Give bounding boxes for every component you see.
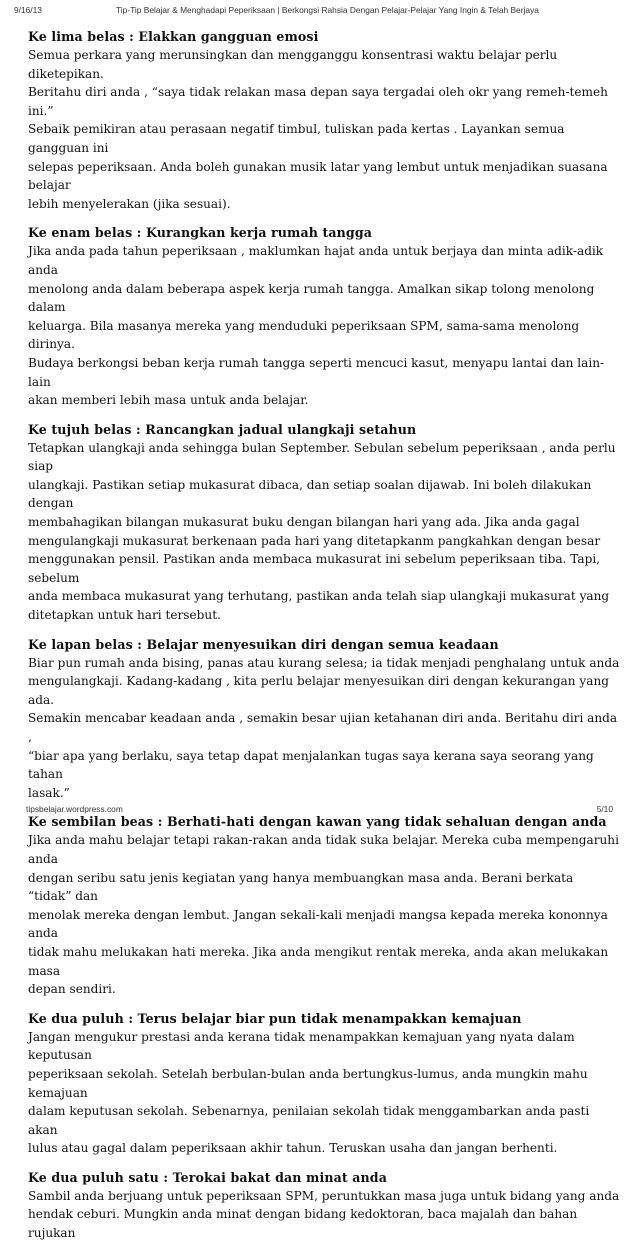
page-header	[14, 5, 625, 19]
section-15	[28, 28, 620, 213]
section-heading: Ke dua puluh satu : Terokai bakat dan minat anda	[28, 1169, 387, 1185]
section-heading: Ke sembilan beas : Berhati-hati dengan kawan yang tidak sehaluan dengan anda	[28, 814, 607, 830]
section-19	[28, 813, 620, 998]
section-20	[28, 1010, 620, 1158]
section-body: Jika anda pada tahun peperiksaan , maklumkan hajat anda untuk berjaya dan minta adik-adik anda menolong anda dalam beberapa aspek kerja rumah tangga. Amalkan sikap tolong menolong dalam keluarga. Bila masanya mereka yang menduduki peperiksaan SPM, sama-sama menolong dirinya. Budaya berkongsi beban kerja rumah tangga seperti mencuci kasut, menyapu lantai dan lain-lain akan memberi lebih masa untuk anda belajar.	[28, 244, 605, 408]
section-body: Jangan mengukur prestasi anda kerana tidak menampakkan kemajuan yang nyata dalam keputusan peperiksaan sekolah. Setelah berbulan-bulan anda bertungkus-lumus, anda mungkin mahu kemajuan dalam keputusan sekolah. Sebenarnya, penilaian sekolah tidak menggambarkan anda pasti akan lulus atau gagal dalam peperiksaan akhir tahun. Teruskan usaha dan jangan berhenti.	[28, 1029, 590, 1156]
section-17	[28, 421, 620, 625]
section-body: Jika anda mahu belajar tetapi rakan-rakan anda tidak suka belajar. Mereka cuba mempengaruhi anda dengan seribu satu jenis kegiatan yang hanya membuangkan masa anda. Berani berkata “tidak” dan menolak mereka dengan lembut. Jangan sekali-kali menjadi mangsa kepada mereka kononnya anda tidak mahu melukakan hati mereka. Jika anda mengikut rentak mereka, anda akan melukakan masa depan sendiri.	[28, 833, 619, 997]
section-21	[28, 1169, 620, 1243]
section-body: Biar pun rumah anda bising, panas atau kurang selesa; ia tidak menjadi penghalang untuk anda mengulangkaji. Kadang-kadang , kita perlu belajar menyesuikan diri dengan kekurangan yang ada. Semakin mencabar keadaan anda , semakin besar ujian ketahanan diri anda. Beritahu diri anda , “biar apa yang berlaku, saya tetap dapat menjalankan tugas saya kerana saya seorang yang tahan lasak.”	[28, 655, 620, 800]
article-content	[28, 28, 620, 1254]
section-heading: Ke lapan belas : Belajar menyesuikan diri dengan semua keadaan	[28, 636, 499, 652]
section-18	[28, 636, 620, 803]
header-date: 9/16/13	[14, 5, 42, 15]
header-title: Tip-Tip Belajar & Menghadapi Peperiksaan | Berkongsi Rahsia Dengan Pelajar-Pelajar Yang Ingin & Telah Berjaya	[116, 5, 539, 15]
section-heading: Ke lima belas : Elakkan gangguan emosi	[28, 29, 319, 44]
section-heading: Ke dua puluh : Terus belajar biar pun tidak menampakkan kemajuan	[28, 1010, 522, 1026]
section-body: Tetapkan ulangkaji anda sehingga bulan September. Sebulan sebelum peperiksaan , anda perlu siap ulangkaji. Pastikan setiap mukasurat dibaca, dan setiap soalan dijawab. Ini boleh dilakukan dengan membahagikan bilangan mukasurat buku dengan bilangan hari yang ada. Jika anda gagal mengulangkaji mukasurat berkenaan pada hari yang ditetapkanm pangkahkan dengan besar menggunakan pensil. Pastikan anda membaca mukasurat ini sebelum peperiksaan tiba. Tapi, sebelum anda membaca mukasurat yang terhutang, pastikan anda telah siap ulangkaji mukasurat yang ditetapkan untuk hari tersebut.	[28, 440, 616, 623]
page-number: 5/10	[596, 804, 613, 814]
page-footer	[26, 804, 613, 816]
section-heading: Ke tujuh belas : Rancangkan jadual ulangkaji setahun	[28, 421, 417, 437]
section-body: Semua perkara yang merunsingkan dan mengganggu konsentrasi waktu belajar perlu diketepikan. Beritahu diri anda , “saya tidak relakan masa depan saya tergadai oleh okr yang remeh-temeh ini.” Sebaik pemikiran atau perasaan negatif timbul, tuliskan pada kertas . Layankan semua gangguan ini selepas peperiksaan. Anda boleh gunakan musik latar yang lembut untuk menjadikan suasana belajar lebih menyelerakan (jika sesuai).	[28, 48, 608, 211]
section-heading: Ke enam belas : Kurangkan kerja rumah tangga	[28, 225, 372, 241]
footer-url: tipsbelajar.wordpress.com	[26, 804, 123, 814]
section-16	[28, 224, 620, 409]
section-body: Sambil anda berjuang untuk peperiksaan SPM, peruntukkan masa juga untuk bidang yang anda hendak ceburi. Mungkin anda minat dengan bidang kedoktoran, baca majalah dan bahan rujukan	[28, 1188, 620, 1241]
